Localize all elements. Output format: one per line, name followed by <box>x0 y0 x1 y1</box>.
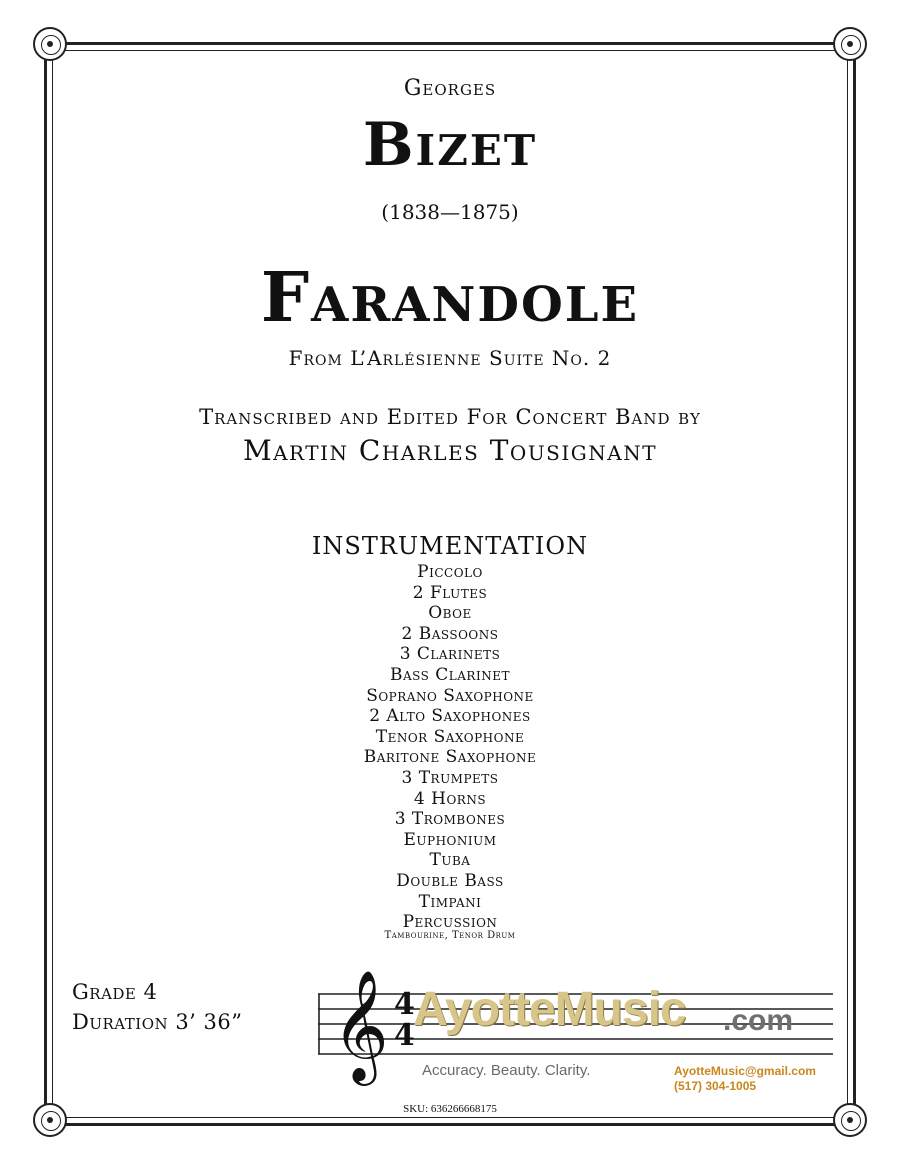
time-signature-bottom: 4 <box>394 1018 415 1053</box>
composer-dates: (1838—1875) <box>381 200 519 224</box>
corner-ornament-icon <box>33 27 67 61</box>
list-item: 2 Bassoons <box>401 623 499 644</box>
publisher-logo <box>318 969 838 1093</box>
list-item: 3 Trombones <box>394 809 506 830</box>
work-title: Farandole <box>260 258 640 338</box>
list-item: Double Bass <box>396 870 504 891</box>
list-item: Tuba <box>429 850 471 871</box>
treble-clef-icon: 𝄞 <box>332 969 389 1081</box>
list-item: 3 Clarinets <box>399 644 501 665</box>
list-item: Bass Clarinet <box>390 664 510 685</box>
instrumentation-heading: INSTRUMENTATION <box>311 532 589 560</box>
composer-first-name: Georges <box>403 76 497 101</box>
list-item: Oboe <box>428 603 472 624</box>
grade-label: Grade 4 <box>72 980 158 1004</box>
publisher-brand: AyotteMusic <box>413 983 686 1036</box>
duration-label: Duration 3’ 36” <box>72 1010 243 1034</box>
time-signature-top: 4 <box>394 987 415 1022</box>
composer-last-name: Bizet <box>362 110 538 180</box>
list-item: Baritone Saxophone <box>363 747 537 768</box>
list-item: 4 Horns <box>413 788 487 809</box>
list-item: 2 Alto Saxophones <box>369 706 531 727</box>
list-item: Percussion <box>402 912 498 933</box>
sku-label: SKU: 636266668175 <box>403 1103 497 1115</box>
list-item: Tenor Saxophone <box>375 726 525 747</box>
list-item: Soprano Saxophone <box>366 685 534 706</box>
list-item: Timpani <box>418 891 482 912</box>
list-item: Piccolo <box>417 562 483 582</box>
transcription-credit: Transcribed and Edited For Concert Band by <box>199 405 701 429</box>
publisher-email: AyotteMusic@gmail.com <box>674 1064 816 1078</box>
publisher-phone: (517) 304-1005 <box>674 1079 757 1093</box>
publisher-domain: .com <box>723 1004 794 1037</box>
instrumentation-list <box>0 562 900 933</box>
corner-ornament-icon <box>833 27 867 61</box>
list-item: 3 Trumpets <box>401 767 499 788</box>
publisher-tagline: Accuracy. Beauty. Clarity. <box>422 1062 591 1079</box>
work-subtitle: From L’Arlésienne Suite No. 2 <box>288 346 612 370</box>
list-item: 2 Flutes <box>412 582 488 603</box>
list-item: Euphonium <box>403 829 497 850</box>
arranger-name: Martin Charles Tousignant <box>242 434 658 467</box>
percussion-note: Tambourine, Tenor Drum <box>384 930 516 941</box>
